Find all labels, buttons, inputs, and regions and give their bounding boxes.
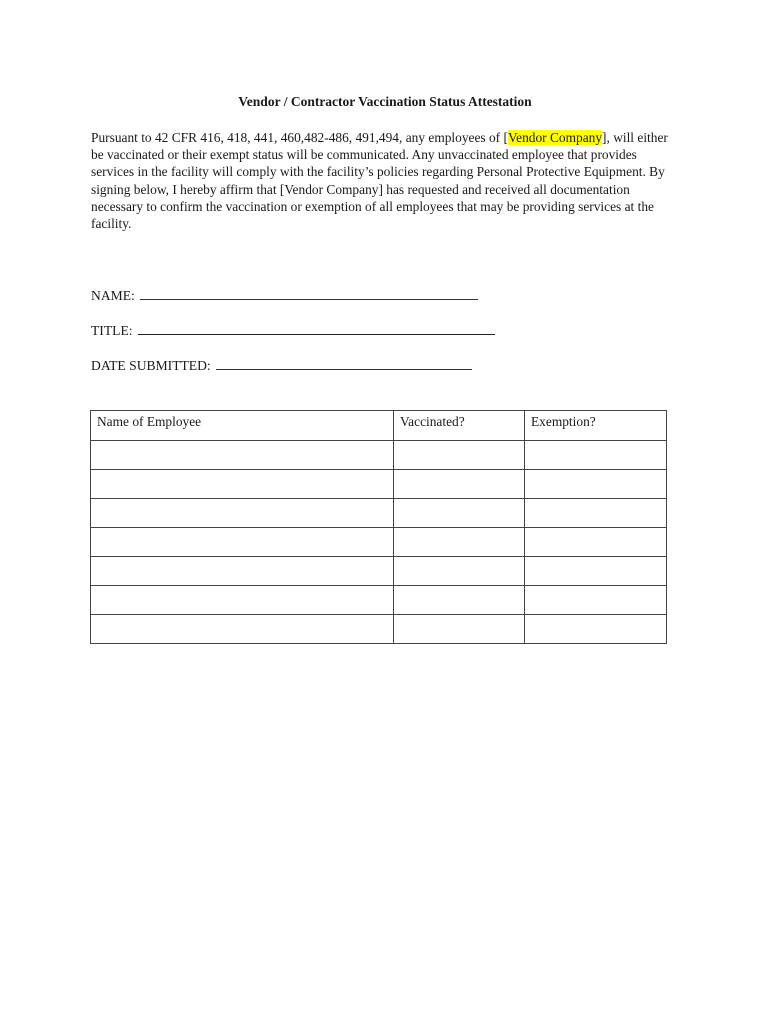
table-row (91, 528, 667, 557)
table-row (91, 441, 667, 470)
table-header-row (91, 411, 667, 441)
attestation-paragraph (91, 129, 676, 232)
table-cell[interactable] (525, 615, 667, 644)
table-row (91, 470, 667, 499)
table-cell[interactable] (91, 528, 394, 557)
table-cell[interactable] (91, 499, 394, 528)
vendor-company-highlight: Vendor Company (507, 130, 603, 145)
table-cell[interactable] (525, 528, 667, 557)
table-cell[interactable] (394, 470, 525, 499)
date-submitted-label: DATE SUBMITTED: (91, 358, 211, 373)
table-cell[interactable] (91, 441, 394, 470)
table-row (91, 557, 667, 586)
date-submitted-blank[interactable] (216, 357, 472, 370)
table-cell[interactable] (394, 499, 525, 528)
paragraph-text-end: ], will either be vaccinated or their exempt status will be communicated. Any unvaccinated employee that provides services in the facility will comply with the facility’s policies regarding Personal Protective Equipment. By signing below, I hereby affirm that [Vendor Company] has requested and received all documentation necessary to confirm the vaccination or exemption of all employees that may be providing services at the facility. (91, 130, 668, 232)
table-cell[interactable] (394, 441, 525, 470)
paragraph-text-start: Pursuant to 42 CFR 416, 418, 441, 460,482-486, 491,494, any employees of [ (91, 130, 508, 145)
document-title: Vendor / Contractor Vaccination Status Attestation (238, 94, 532, 109)
table-cell[interactable] (394, 615, 525, 644)
table-cell[interactable] (394, 528, 525, 557)
table-cell[interactable] (91, 615, 394, 644)
name-field (91, 287, 478, 304)
header-exemption: Exemption? (525, 411, 667, 441)
title-label: TITLE: (91, 323, 133, 338)
table-cell[interactable] (525, 441, 667, 470)
employee-table (90, 410, 667, 644)
table-cell[interactable] (91, 557, 394, 586)
name-label: NAME: (91, 288, 135, 303)
header-name-of-employee: Name of Employee (91, 411, 394, 441)
table-cell[interactable] (394, 557, 525, 586)
title-blank[interactable] (138, 322, 495, 335)
title-field (91, 322, 495, 339)
table-cell[interactable] (525, 557, 667, 586)
table-row (91, 586, 667, 615)
table-cell[interactable] (525, 586, 667, 615)
date-submitted-field (91, 357, 472, 374)
table-row (91, 499, 667, 528)
name-blank[interactable] (140, 287, 478, 300)
header-vaccinated: Vaccinated? (394, 411, 525, 441)
table-cell[interactable] (525, 470, 667, 499)
table-cell[interactable] (394, 586, 525, 615)
table-cell[interactable] (91, 470, 394, 499)
table-cell[interactable] (91, 586, 394, 615)
table-cell[interactable] (525, 499, 667, 528)
table-row (91, 615, 667, 644)
